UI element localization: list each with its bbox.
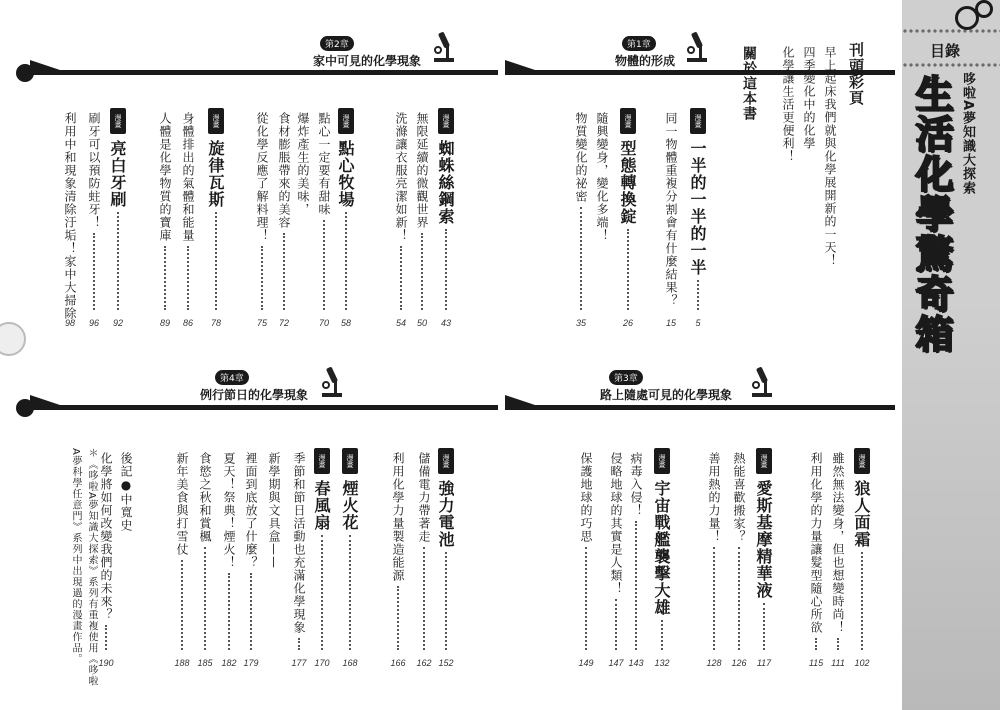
- toc-manga-title[interactable]: 宇宙戰艦襲擊大雄: [652, 480, 671, 616]
- leader-dots: [397, 586, 399, 650]
- leader-dots: [204, 547, 206, 650]
- leader-dots: [400, 246, 402, 310]
- toc-entry[interactable]: 雖然無法變身，但也想變時尚！: [831, 452, 845, 634]
- toc-entry[interactable]: 點心一定要有甜味: [317, 112, 331, 216]
- page-number: 166: [390, 658, 406, 668]
- page-number: 162: [416, 658, 432, 668]
- page-number: 86: [182, 318, 193, 328]
- page-number: 117: [756, 658, 772, 668]
- page-number: 26: [622, 318, 633, 328]
- leader-dots: [164, 246, 166, 310]
- page-number: 75: [256, 318, 267, 328]
- toc-manga-title[interactable]: 蜘蛛絲鋼索: [436, 140, 455, 225]
- toc-entry[interactable]: 後記●中寬史: [119, 452, 133, 532]
- manga-tag: 漫畫: [110, 108, 126, 134]
- page-number: 89: [159, 318, 170, 328]
- leader-dots: [421, 233, 423, 310]
- toc-entry[interactable]: 化學將如何改變我們的未來？: [99, 452, 113, 621]
- toc-entry[interactable]: 無限延續的微觀世界: [415, 112, 429, 229]
- manga-tag: 漫畫: [620, 108, 636, 134]
- toc-entry[interactable]: 爆炸產生的美味，: [296, 112, 310, 216]
- toc-entry[interactable]: 新年美食與打雪仗: [175, 452, 189, 556]
- chapter-number-tag: 第1章: [622, 36, 656, 51]
- chapter-title: 家中可見的化學現象: [313, 54, 422, 68]
- leader-dots: [345, 212, 347, 310]
- leader-dots: [713, 547, 715, 650]
- chapter-bar: [30, 405, 498, 410]
- toc-manga-title[interactable]: 煙火花: [340, 480, 359, 531]
- page-number: 168: [342, 658, 358, 668]
- page-number: 132: [654, 658, 670, 668]
- toc-manga-title[interactable]: 型態轉換錠: [618, 140, 637, 225]
- leader-dots: [697, 280, 699, 310]
- page-number: 5: [695, 318, 701, 328]
- toc-manga-title[interactable]: 旋律瓦斯: [206, 140, 225, 208]
- series-title: 哆啦A夢知識大探索: [960, 72, 975, 196]
- manga-tag: 漫畫: [342, 448, 358, 474]
- manga-tag: 漫畫: [654, 448, 670, 474]
- toc-manga-title[interactable]: 亮白牙刷: [108, 140, 127, 208]
- intro-line-1: 早上起床我們就與化學展開新的一天！: [823, 46, 837, 267]
- toc-entry[interactable]: 季節和節日活動也充滿化學現象: [292, 452, 306, 634]
- footnote-line-1: ＊《哆啦A夢知識大探索》系列有重複使用《哆啦: [86, 448, 97, 687]
- manga-tag: 漫畫: [756, 448, 772, 474]
- manga-tag: 漫畫: [690, 108, 706, 134]
- bell-icon: [0, 322, 26, 356]
- page-number: 149: [578, 658, 594, 668]
- manga-tag: 漫畫: [208, 108, 224, 134]
- page-number: 43: [440, 318, 451, 328]
- leader-dots: [93, 233, 95, 310]
- leader-dots: [423, 547, 425, 650]
- intro-line-3: 化學讓生活更便利！: [781, 46, 795, 163]
- page-number: 185: [197, 658, 213, 668]
- leader-dots: [117, 212, 119, 310]
- leader-dots: [105, 625, 107, 650]
- about-this-book: 關於這本書: [741, 46, 757, 121]
- chapter-bar-slant: [505, 395, 535, 405]
- toc-entry[interactable]: 刷牙可以預防蛀牙！: [87, 112, 101, 229]
- leader-dots: [215, 212, 217, 310]
- page-number: 58: [340, 318, 351, 328]
- microscope-icon: [318, 365, 344, 399]
- leader-dots: [580, 207, 582, 310]
- page-number: 35: [575, 318, 586, 328]
- page-number: 111: [831, 658, 845, 668]
- page-number: 54: [395, 318, 406, 328]
- toc-entry[interactable]: 侵略地球的其實是人類！: [609, 452, 623, 595]
- chapter-title: 物體的形成: [615, 54, 676, 68]
- page-number: 15: [665, 318, 676, 328]
- toc-entry[interactable]: 物質變化的祕密: [574, 112, 588, 203]
- toc-entry[interactable]: 病毒入侵！: [629, 452, 643, 517]
- intro-line-2: 四季變化中的化學: [802, 46, 816, 150]
- page-number: 147: [608, 658, 624, 668]
- leader-dots: [815, 638, 817, 650]
- intro-heading: 刊頭彩頁: [847, 42, 865, 106]
- page-number: 98: [64, 318, 75, 328]
- leader-dots: [661, 620, 663, 650]
- chapter-title: 路上隨處可見的化學現象: [600, 388, 733, 402]
- page-number: 92: [112, 318, 123, 328]
- page-number: 143: [628, 658, 644, 668]
- leader-dots: [615, 599, 617, 650]
- page-number: 102: [854, 658, 870, 668]
- toc-entry[interactable]: 從化學反應了解料理！: [255, 112, 269, 242]
- chapter-number-tag: 第3章: [609, 370, 643, 385]
- chapter-bar-end-dot: [16, 64, 34, 82]
- toc-entry[interactable]: 身體排出的氣體和能量: [181, 112, 195, 242]
- page-number: 115: [808, 658, 824, 668]
- toc-entry[interactable]: 利用中和現象清除汙垢！家中大掃除: [63, 112, 77, 320]
- page-number: 72: [278, 318, 289, 328]
- toc-entry[interactable]: 利用化學力量製造能源: [391, 452, 405, 582]
- leader-dots: [585, 547, 587, 650]
- leader-dots: [635, 521, 637, 650]
- toc-entry[interactable]: 保護地球的巧思: [579, 452, 593, 543]
- toc-manga-title[interactable]: 強力電池: [436, 480, 455, 548]
- leader-dots: [763, 603, 765, 650]
- leader-dots: [228, 573, 230, 650]
- page-number: 177: [291, 658, 307, 668]
- page-number: 188: [174, 658, 190, 668]
- microscope-icon: [748, 365, 774, 399]
- leader-dots: [738, 547, 740, 650]
- toc-manga-title[interactable]: 狼人面霜: [852, 480, 871, 548]
- leader-dots: [627, 229, 629, 310]
- page-number: 70: [318, 318, 329, 328]
- page-number: 128: [706, 658, 722, 668]
- toc-entry[interactable]: 熱能喜歡搬家？: [732, 452, 746, 543]
- toc-entry[interactable]: 新學期與文具盒——: [267, 452, 281, 569]
- manga-tag: 漫畫: [438, 108, 454, 134]
- toc-entry[interactable]: 人體是化學物質的寶庫: [158, 112, 172, 242]
- leader-dots: [837, 638, 839, 650]
- page-number: 50: [416, 318, 427, 328]
- toc-manga-title[interactable]: 一半的一半的一半: [688, 140, 707, 276]
- chapter-bar: [30, 70, 498, 75]
- leader-dots: [321, 535, 323, 650]
- toc-entry[interactable]: 食慾之秋和賞楓: [198, 452, 212, 543]
- chapter-bar-end-dot: [16, 399, 34, 417]
- leader-dots: [181, 560, 183, 650]
- page-number: 78: [210, 318, 221, 328]
- microscope-icon: [430, 30, 456, 64]
- toc-manga-title[interactable]: 點心牧場: [336, 140, 355, 208]
- toc-entry[interactable]: 儲備電力帶著走: [417, 452, 431, 543]
- toc-manga-title[interactable]: 愛斯基摩精華液: [754, 480, 773, 599]
- decor-ring-small-icon: [975, 0, 993, 18]
- toc-entry[interactable]: 同一物體重複分割會有什麼結果？: [664, 112, 678, 307]
- page-number: 126: [731, 658, 747, 668]
- toc-entry[interactable]: 食材膨脹帶來的美容: [277, 112, 291, 229]
- manga-tag: 漫畫: [314, 448, 330, 474]
- leader-dots: [261, 246, 263, 310]
- manga-tag: 漫畫: [854, 448, 870, 474]
- leader-dots: [445, 229, 447, 310]
- leader-dots: [250, 573, 252, 650]
- page-number: 152: [438, 658, 454, 668]
- toc-entry[interactable]: 洗滌讓衣服亮潔如新！: [394, 112, 408, 242]
- leader-dots: [187, 246, 189, 310]
- microscope-icon: [683, 30, 709, 64]
- chapter-bar-slant: [30, 60, 60, 70]
- manga-tag: 漫畫: [438, 448, 454, 474]
- chapter-number-tag: 第4章: [215, 370, 249, 385]
- leader-dots: [445, 552, 447, 650]
- chapter-bar-slant: [505, 60, 535, 70]
- toc-entry[interactable]: 裡面到底放了什麼？: [244, 452, 258, 569]
- page-number: 179: [243, 658, 259, 668]
- stitch-border-bottom: [902, 62, 1000, 68]
- page-number: 182: [221, 658, 237, 668]
- chapter-bar: [505, 405, 895, 410]
- leader-dots: [298, 638, 300, 650]
- page-number: 170: [314, 658, 330, 668]
- toc-entry[interactable]: 利用化學的力量讓髮型隨心所欲: [809, 452, 823, 634]
- toc-entry[interactable]: 夏天！祭典！煙火！: [222, 452, 236, 569]
- chapter-title: 例行節日的化學現象: [200, 388, 309, 402]
- toc-entry[interactable]: 善用熱的力量！: [707, 452, 721, 543]
- footnote-line-2: A夢科學任意門》系列中出現過的漫畫作品。: [70, 448, 81, 665]
- manga-tag: 漫畫: [338, 108, 354, 134]
- leader-dots: [861, 552, 863, 650]
- chapter-number-tag: 第2章: [320, 36, 354, 51]
- page-number: 96: [88, 318, 99, 328]
- leader-dots: [349, 535, 351, 650]
- leader-dots: [323, 220, 325, 310]
- page-number: 190: [98, 658, 114, 668]
- toc-entry[interactable]: 隨興變身，變化多端！: [595, 112, 609, 242]
- toc-manga-title[interactable]: 春風扇: [312, 480, 331, 531]
- side-strip-gradient: [902, 300, 1000, 710]
- chapter-bar-slant: [30, 395, 60, 405]
- leader-dots: [283, 233, 285, 310]
- stitch-border-top: [902, 28, 1000, 34]
- toc-heading: 目錄: [930, 42, 961, 60]
- book-title: 生活化學驚奇箱: [909, 74, 953, 354]
